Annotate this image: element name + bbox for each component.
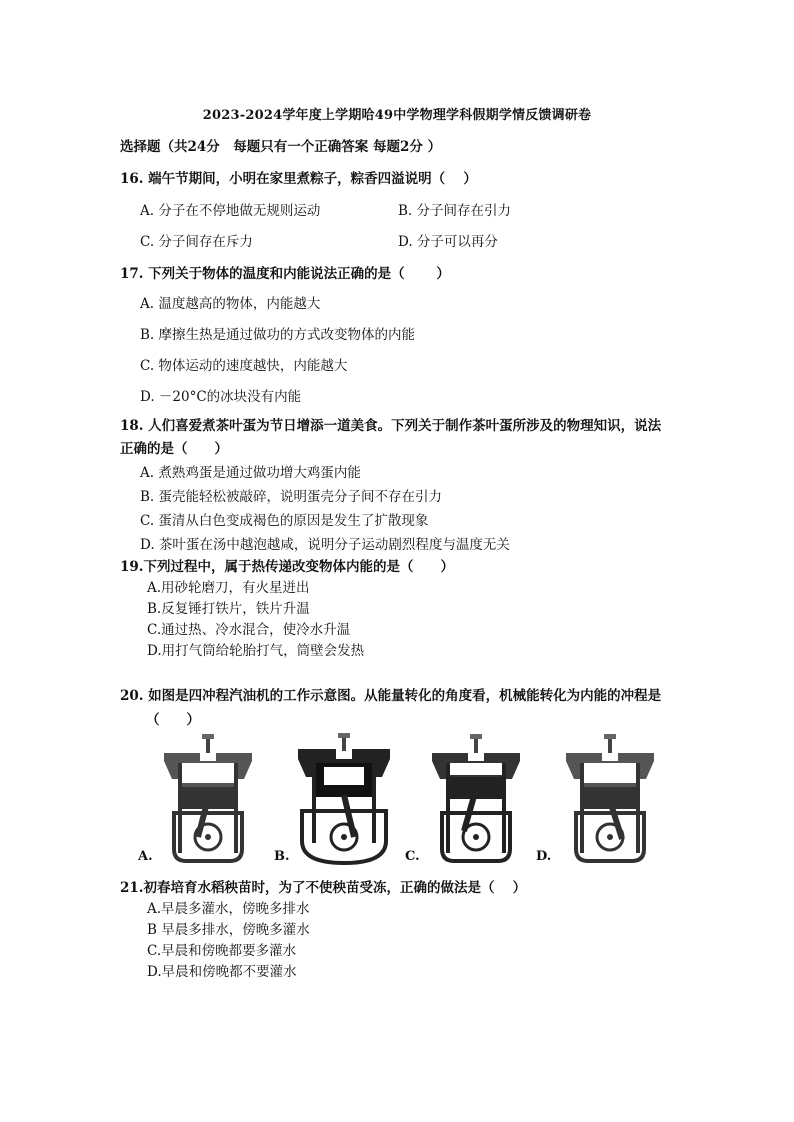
question-16-option-b: B. 分子间存在引力 [398, 203, 512, 219]
question-16-option-c: C. 分子间存在斥力 [140, 234, 253, 250]
engine-diagram-a [160, 733, 256, 865]
engine-a-figure [160, 733, 256, 865]
question-18-option-b: B. 蛋壳能轻松被敲碎，说明蛋壳分子间不存在引力 [140, 489, 443, 505]
question-20-stem-line2: （ ） [146, 712, 200, 728]
question-17-option-c: C. 物体运动的速度越快，内能越大 [140, 358, 348, 374]
question-18-stem-line2: 正确的是（ ） [120, 441, 228, 457]
question-19-option-d: D.用打气筒给轮胎打气，筒壁会发热 [147, 643, 365, 659]
question-20-stem-line1: 20. 如图是四冲程汽油机的工作示意图。从能量转化的角度看，机械能转化为内能的冲程是 [120, 688, 662, 704]
engine-c-figure [428, 733, 524, 865]
question-18-stem-line1: 18. 人们喜爱煮茶叶蛋为节日增添一道美食。下列关于制作茶叶蛋所涉及的物理知识，说法 [120, 418, 662, 434]
question-19-option-b: B.反复锤打铁片，铁片升温 [147, 601, 310, 617]
question-16-option-d: D. 分子可以再分 [398, 234, 498, 250]
question-17-stem: 17. 下列关于物体的温度和内能说法正确的是（ ） [120, 266, 450, 282]
question-19-option-c: C.通过热、冷水混合，使冷水升温 [147, 622, 351, 638]
engine-diagram-c [428, 733, 524, 865]
engine-d-figure [562, 733, 658, 865]
question-16-option-a: A. 分子在不停地做无规则运动 [140, 203, 321, 219]
question-21-stem: 21.初春培育水稻秧苗时，为了不使秧苗受冻，正确的做法是（ ） [120, 880, 527, 896]
engine-diagram-b [296, 733, 392, 865]
question-17-option-a: A. 温度越高的物体，内能越大 [140, 296, 321, 312]
question-18-option-c: C. 蛋清从白色变成褐色的原因是发生了扩散现象 [140, 513, 429, 529]
question-18-option-d: D. 茶叶蛋在汤中越泡越咸，说明分子运动剧烈程度与温度无关 [140, 537, 510, 553]
diagram-label-d: D. [536, 849, 552, 864]
question-21-option-a: A.早晨多灌水，傍晚多排水 [147, 901, 310, 917]
question-21-option-c: C.早晨和傍晚都要多灌水 [147, 943, 297, 959]
section-header: 选择题（共24分 每题只有一个正确答案 每题2分 ） [120, 139, 442, 155]
question-19-option-a: A.用砂轮磨刀，有火星迸出 [147, 580, 310, 596]
diagram-label-b: B. [274, 849, 290, 864]
question-19-stem: 19.下列过程中，属于热传递改变物体内能的是（ ） [120, 559, 454, 575]
question-21-option-d: D.早晨和傍晚都不要灌水 [147, 964, 297, 980]
question-17-option-b: B. 摩擦生热是通过做功的方式改变物体的内能 [140, 327, 416, 343]
diagram-label-c: C. [405, 849, 420, 864]
question-17-option-d: D. －20°C的冰块没有内能 [140, 389, 302, 405]
exam-title: 2023-2024学年度上学期哈49中学物理学科假期学情反馈调研卷 [202, 108, 592, 123]
diagram-label-a: A. [138, 849, 153, 864]
question-18-option-a: A. 煮熟鸡蛋是通过做功增大鸡蛋内能 [140, 465, 361, 481]
question-21-option-b: B 早晨多排水，傍晚多灌水 [147, 922, 310, 938]
engine-diagram-d [562, 733, 658, 865]
question-16-stem: 16. 端午节期间，小明在家里煮粽子，粽香四溢说明（ ） [120, 171, 477, 187]
engine-b-figure [296, 733, 392, 865]
